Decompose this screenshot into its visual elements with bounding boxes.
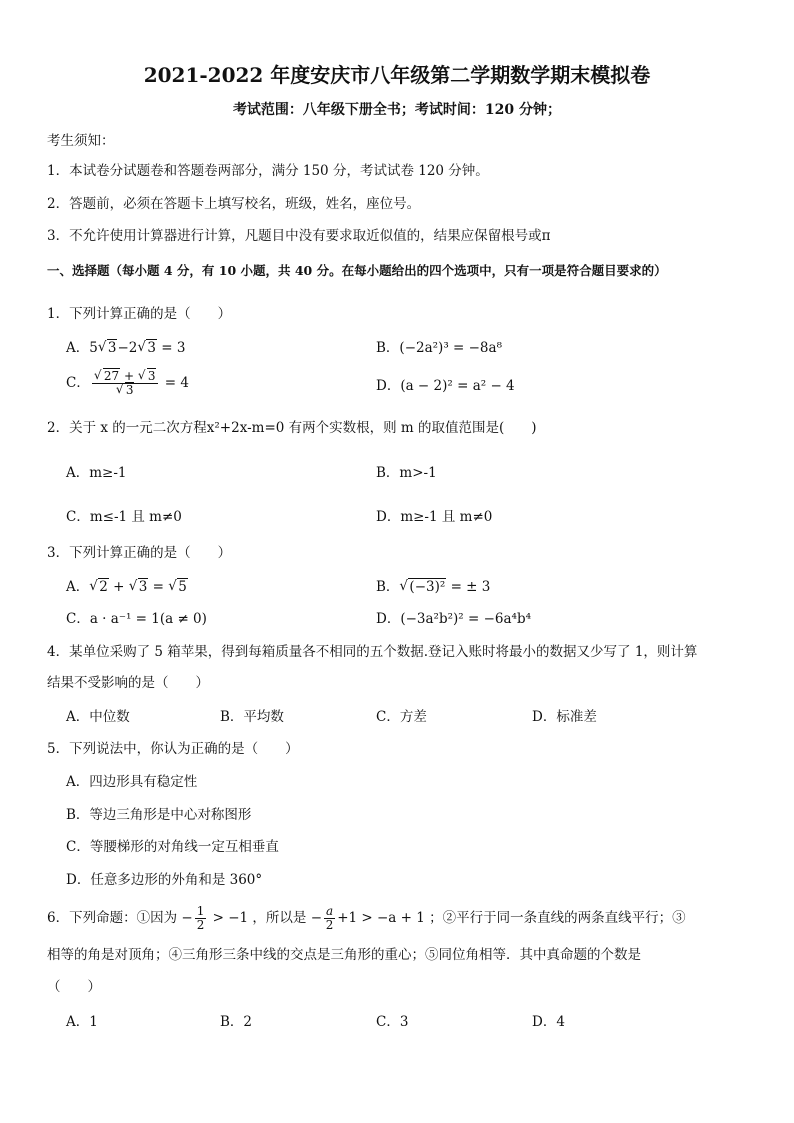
question-2-stem: 2．关于 x 的一元二次方程x²+2x-m=0 有两个实数根，则 m 的取值范围是( ) <box>47 420 537 436</box>
question-4-option-d: D．标准差 <box>532 709 597 725</box>
question-3-stem: 3．下列计算正确的是（ ） <box>47 545 232 561</box>
question-6-stem-line-3: （ ） <box>47 979 101 995</box>
question-3-option-c <box>66 610 207 628</box>
denominator: 2 <box>196 918 205 932</box>
sqrt-symbol <box>137 339 157 357</box>
question-4-option-b: B．平均数 <box>220 709 284 725</box>
radicand: 5 <box>178 579 187 595</box>
question-4-stem-line-2: 结果不受影响的是（ ） <box>47 675 209 691</box>
question-1-option-d <box>376 377 515 395</box>
sqrt-symbol <box>116 384 135 397</box>
stem-prefix: 6．下列命题：①因为 <box>47 910 182 926</box>
denominator: 2 <box>325 918 334 932</box>
question-3-option-a <box>66 578 188 596</box>
radicand: 3 <box>125 383 134 397</box>
option-label: A． <box>66 340 90 356</box>
option-label: A． <box>66 579 90 595</box>
notice-item-1: 1．本试卷分试题卷和答题卷两部分，满分 150 分，考试试卷 120 分钟。 <box>47 163 489 179</box>
radicand: 3 <box>138 579 148 595</box>
question-6-stem-line-1 <box>47 903 686 933</box>
radicand: 3 <box>147 369 156 383</box>
minus-sign: − <box>181 910 193 926</box>
question-6-option-b: B．2 <box>220 1014 253 1030</box>
stem-suffix: +1 > −a + 1 ；②平行于同一条直线的两条直线平行；③ <box>337 910 686 926</box>
result: = 3 <box>156 340 186 356</box>
question-2-option-c: C．m≤-1 且 m≠0 <box>66 509 182 525</box>
question-5-option-a: A．四边形具有稳定性 <box>66 774 198 790</box>
coefficient: 5 <box>89 340 98 356</box>
question-1-stem: 1．下列计算正确的是（ ） <box>47 306 232 322</box>
operator: + <box>120 369 138 383</box>
notice-heading: 考生须知： <box>47 133 115 149</box>
question-6-option-c: C．3 <box>376 1014 409 1030</box>
section-heading-choice: 一、选择题（每小题 4 分，有 10 小题，共 40 分。在每小题给出的四个选项中，只有一项是符合题目要求的） <box>47 263 667 278</box>
radicand: 3 <box>107 340 117 356</box>
numerator: a <box>326 904 334 918</box>
fraction-one-half <box>195 905 207 932</box>
question-5-option-d: D．任意多边形的外角和是 360° <box>66 872 263 888</box>
numerator: 1 <box>196 904 205 918</box>
notice-item-3: 3．不允许使用计算器进行计算，凡题目中没有要求取近似值的，结果应保留根号或π <box>47 228 551 244</box>
question-3-option-d <box>376 610 531 628</box>
option-label: D． <box>376 611 401 627</box>
notice-item-2: 2．答题前，必须在答题卡上填写校名，班级，姓名，座位号。 <box>47 196 421 212</box>
sqrt-symbol <box>399 578 446 596</box>
operator: = <box>148 579 169 595</box>
question-5-option-b: B．等边三角形是中心对称图形 <box>66 807 252 823</box>
option-label: B． <box>376 340 400 356</box>
stem-middle: > −1 ，所以是 <box>208 910 311 926</box>
page-title: 2021-2022 年度安庆市八年级第二学期数学期末模拟卷 <box>143 63 651 87</box>
option-label: C． <box>66 375 90 391</box>
question-3-option-b <box>376 578 490 596</box>
expression: (−3a²b²)² = −6a⁴b⁴ <box>400 611 531 627</box>
question-2-option-b: B．m>-1 <box>376 465 437 481</box>
exam-scope-subtitle: 考试范围：八年级下册全书；考试时间：120 分钟； <box>232 102 562 118</box>
minus-sign: − <box>310 910 323 926</box>
question-6-option-a: A．1 <box>66 1014 98 1030</box>
operator: −2 <box>117 340 138 356</box>
question-1-option-c <box>66 368 189 398</box>
radicand: (−3)² <box>409 579 446 595</box>
result: = ± 3 <box>446 579 491 595</box>
question-5-option-c: C．等腰梯形的对角线一定互相垂直 <box>66 839 279 855</box>
question-2-option-a: A．m≥-1 <box>66 465 127 481</box>
question-6-stem-line-2: 相等的角是对顶角；④三角形三条中线的交点是三角形的重心；⑤同位角相等．其中真命题的个数是 <box>47 947 641 963</box>
option-label: D． <box>376 378 401 394</box>
question-1-option-a <box>66 339 185 357</box>
question-4-option-a: A．中位数 <box>66 709 130 725</box>
radicand: 2 <box>99 579 108 595</box>
fraction <box>92 370 159 397</box>
expression: a · a⁻¹ = 1(a ≠ 0) <box>89 611 207 627</box>
fraction-a-half <box>324 905 335 932</box>
question-5-stem: 5．下列说法中，你认为正确的是（ ） <box>47 741 299 757</box>
sqrt-symbol <box>168 578 188 596</box>
question-1-option-b <box>376 339 502 357</box>
question-4-option-c: C．方差 <box>376 709 427 725</box>
result: = 4 <box>160 375 189 391</box>
option-label: C． <box>66 611 90 627</box>
expression: (a − 2)² = a² − 4 <box>400 378 515 394</box>
question-6-option-d: D．4 <box>532 1014 565 1030</box>
question-2-option-d: D．m≥-1 且 m≠0 <box>376 509 493 525</box>
radicand: 3 <box>147 340 156 356</box>
operator: + <box>108 579 129 595</box>
radicand: 27 <box>103 369 120 383</box>
sqrt-symbol <box>138 370 157 383</box>
question-4-stem-line-1: 4．某单位采购了 5 箱苹果，得到每箱质量各不相同的五个数据.登记入账时将最小的数据又少写了 1，则计算 <box>47 644 698 660</box>
expression: (−2a²)³ = −8a⁸ <box>399 340 502 356</box>
sqrt-symbol <box>98 339 118 357</box>
sqrt-symbol <box>89 578 109 596</box>
sqrt-symbol <box>129 578 149 596</box>
option-label: B． <box>376 579 400 595</box>
